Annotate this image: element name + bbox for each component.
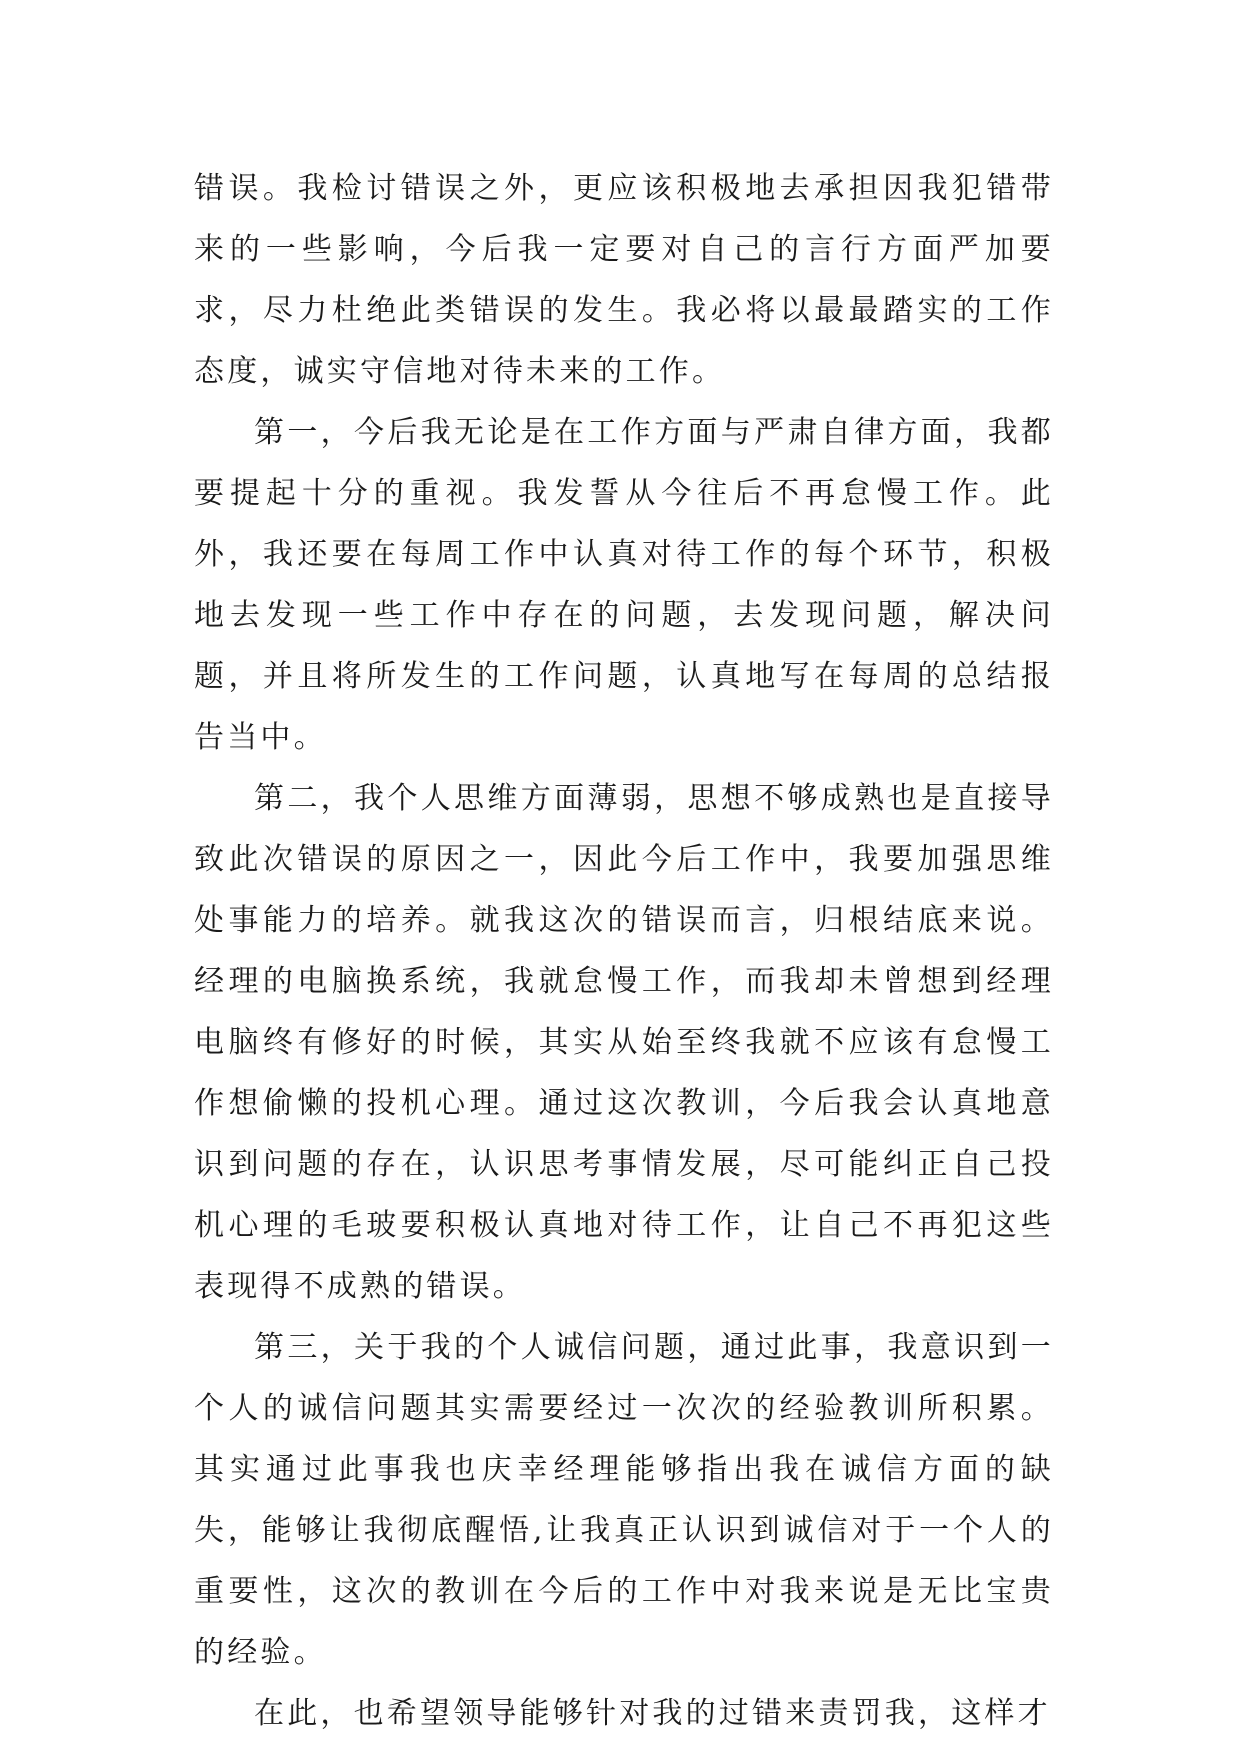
- paragraph-first-point: 第一，今后我无论是在工作方面与严肃自律方面，我都要提起十分的重视。我发誓从今往后不再怠慢工作。此外，我还要在每周工作中认真对待工作的每个环节，积极地去发现一些工作中存在的问题，去发现问题，解决问题，并且将所发生的工作问题，认真地写在每周的总结报告当中。: [194, 415, 1054, 755]
- paragraph-third-point: 第三，关于我的个人诚信问题，通过此事，我意识到一个人的诚信问题其实需要经过一次次的经验教训所积累。其实通过此事我也庆幸经理能够指出我在诚信方面的缺失，能够让我彻底醒悟,让我真正认识到诚信对于一个人的重要性，这次的教训在今后的工作中对我来说是无比宝贵的经验。: [194, 1330, 1054, 1670]
- paragraph-second-point: 第二，我个人思维方面薄弱，思想不够成熟也是直接导致此次错误的原因之一，因此今后工作中，我要加强思维处事能力的培养。就我这次的错误而言，归根结底来说。经理的电脑换系统，我就怠慢工作，而我却未曾想到经理电脑终有修好的时候，其实从始至终我就不应该有怠慢工作想偷懒的投机心理。通过这次教训，今后我会认真地意识到问题的存在，认识思考事情发展，尽可能纠正自己投机心理的毛玻要积极认真地对待工作，让自己不再犯这些表现得不成熟的错误。: [194, 781, 1054, 1304]
- paragraph-closing: 在此，也希望领导能够针对我的过错来责罚我，这样才: [254, 1696, 1051, 1731]
- document-body: [194, 158, 1054, 1744]
- paragraph-continuation: 错误。我检讨错误之外，更应该积极地去承担因我犯错带来的一些影响，今后我一定要对自己的言行方面严加要求，尽力杜绝此类错误的发生。我必将以最最踏实的工作态度，诚实守信地对待未来的工作。: [194, 171, 1054, 389]
